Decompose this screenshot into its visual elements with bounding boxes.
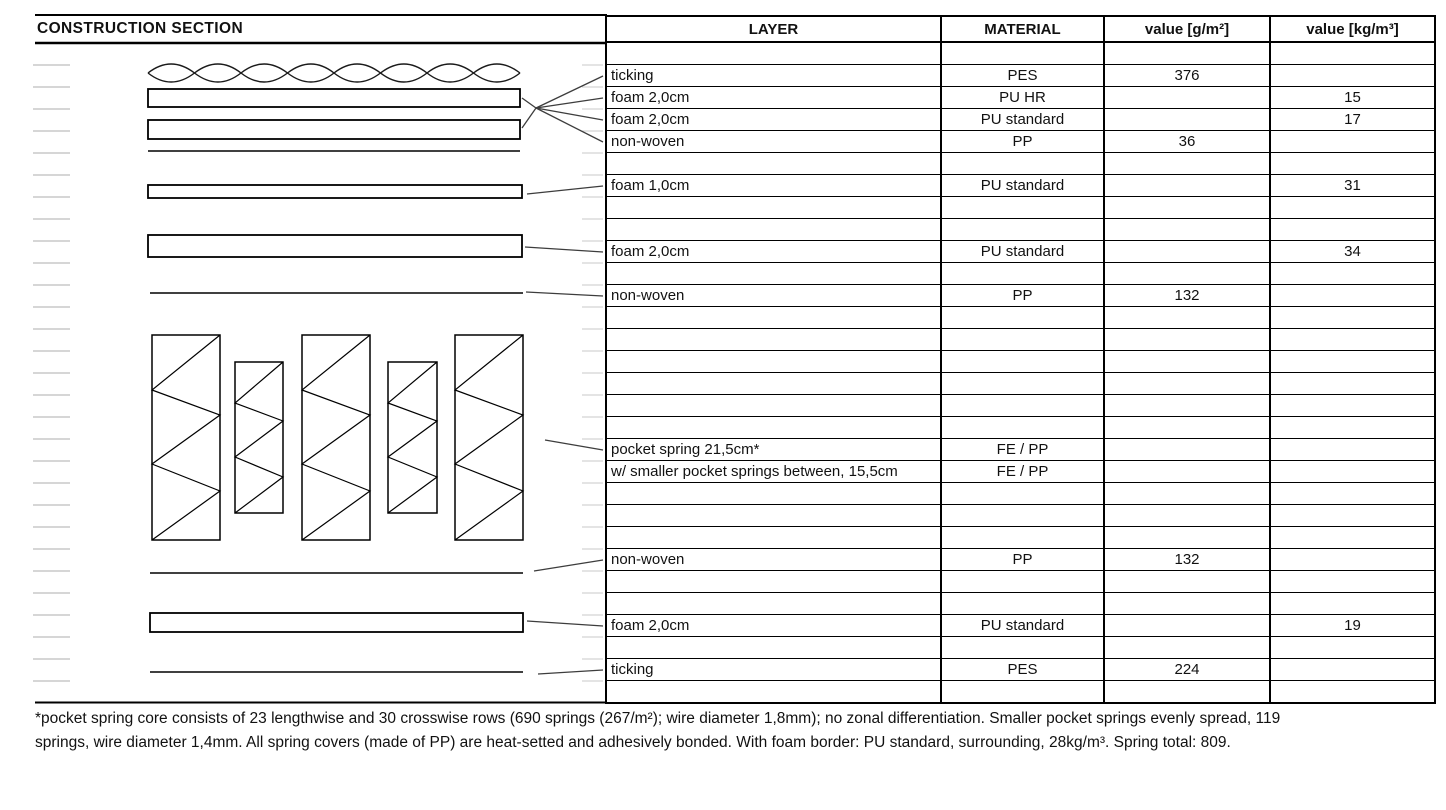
cell-material [941,505,1104,527]
cell-value-gm2 [1104,637,1270,659]
cell-value-gm2 [1104,395,1270,417]
cell-layer [606,351,941,373]
cell-layer: non-woven [606,285,941,307]
cell-value-gm2 [1104,263,1270,285]
cell-material: PP [941,285,1104,307]
table-row [606,593,1435,615]
cell-value-gm2 [1104,439,1270,461]
table-row [606,351,1435,373]
cell-value-kgm3: 31 [1270,175,1435,197]
cell-material [941,219,1104,241]
cell-value-kgm3 [1270,373,1435,395]
cell-value-kgm3 [1270,637,1435,659]
cell-value-gm2 [1104,241,1270,263]
cell-value-gm2 [1104,351,1270,373]
cell-material [941,395,1104,417]
table-row [606,241,1435,263]
cell-material [941,42,1104,65]
cell-value-kgm3 [1270,483,1435,505]
table-row [606,285,1435,307]
cell-value-kgm3 [1270,593,1435,615]
cell-layer [606,571,941,593]
table-row [606,175,1435,197]
cell-value-gm2 [1104,87,1270,109]
cell-material: PES [941,659,1104,681]
cell-value-kgm3 [1270,659,1435,681]
cell-layer: pocket spring 21,5cm* [606,439,941,461]
table-row [606,527,1435,549]
pocket-spring-small-2 [388,362,437,513]
cell-material [941,527,1104,549]
cell-material [941,307,1104,329]
cell-material: PP [941,549,1104,571]
pocket-spring-large-2 [302,335,370,540]
cell-material: PU standard [941,241,1104,263]
cell-value-kgm3 [1270,395,1435,417]
table-row [606,681,1435,704]
table-row [606,571,1435,593]
cell-value-gm2 [1104,681,1270,704]
leader-foam-1-0 [527,186,603,194]
cell-layer: foam 2,0cm [606,109,941,131]
cell-value-kgm3 [1270,351,1435,373]
cell-layer [606,219,941,241]
cell-value-gm2: 132 [1104,549,1270,571]
leader-foam-bottom [527,621,603,626]
cell-value-gm2 [1104,197,1270,219]
cell-layer [606,637,941,659]
table-row [606,439,1435,461]
cell-value-gm2 [1104,461,1270,483]
cell-value-gm2: 132 [1104,285,1270,307]
cell-layer [606,395,941,417]
cell-layer: w/ smaller pocket springs between, 15,5cm [606,461,941,483]
cell-value-gm2 [1104,571,1270,593]
cell-layer [606,373,941,395]
cell-material [941,263,1104,285]
cell-layer: ticking [606,65,941,87]
cell-layer [606,329,941,351]
cell-value-kgm3 [1270,549,1435,571]
cell-layer: non-woven [606,549,941,571]
cell-layer [606,505,941,527]
cell-value-kgm3 [1270,681,1435,704]
table-row [606,87,1435,109]
foam-layer-rect-1 [148,89,520,107]
table-row [606,42,1435,65]
cell-layer [606,417,941,439]
cell-value-kgm3 [1270,329,1435,351]
cell-material [941,681,1104,704]
cell-layer: foam 2,0cm [606,87,941,109]
cell-value-gm2: 224 [1104,659,1270,681]
table-row [606,549,1435,571]
pocket-spring-large-1 [152,335,220,540]
leader-non-woven-3 [534,560,603,571]
cell-value-gm2 [1104,109,1270,131]
cell-value-gm2: 36 [1104,131,1270,153]
cell-value-kgm3: 15 [1270,87,1435,109]
col-header-value-kgm3: value [kg/m³] [1270,16,1435,42]
footnote-line-2: springs, wire diameter 1,4mm. All spring covers (made of PP) are heat-setted and adhesively bonded. With foam border: PU standard, surrounding, 28kg/m³. Spring total: 809. [35,733,1231,751]
footnote-line-1: *pocket spring core consists of 23 lengthwise and 30 crosswise rows (690 springs (267/m²); wire diameter 1,8mm); no zonal differentiation. Smaller pocket springs evenly spread, 119 [35,710,1281,727]
cell-material: PU standard [941,175,1104,197]
pocket-spring-core [152,335,523,540]
cell-value-gm2 [1104,329,1270,351]
table-row [606,263,1435,285]
table-row [606,307,1435,329]
cell-value-gm2 [1104,527,1270,549]
cell-material [941,351,1104,373]
cell-value-kgm3 [1270,439,1435,461]
table-row [606,197,1435,219]
col-header-value-gm2: value [g/m²] [1104,16,1270,42]
page-title: CONSTRUCTION SECTION [37,20,244,37]
cell-material: PES [941,65,1104,87]
cell-value-kgm3 [1270,417,1435,439]
cell-layer [606,153,941,175]
table-row [606,219,1435,241]
cell-value-kgm3 [1270,505,1435,527]
table-header-row [606,16,1435,42]
cell-material [941,637,1104,659]
cell-value-gm2 [1104,483,1270,505]
cell-layer [606,681,941,704]
cell-material [941,571,1104,593]
cell-material [941,417,1104,439]
cell-layer [606,483,941,505]
cell-value-gm2 [1104,593,1270,615]
foam-layer-rect-2 [148,120,520,139]
table-row [606,417,1435,439]
cell-value-kgm3 [1270,42,1435,65]
leader-foam-top-2 [536,108,603,120]
cell-value-kgm3 [1270,131,1435,153]
cell-value-gm2 [1104,417,1270,439]
cell-value-kgm3 [1270,285,1435,307]
table-row [606,329,1435,351]
cell-value-kgm3 [1270,307,1435,329]
leader-ticking-top [536,76,603,108]
cell-value-gm2 [1104,307,1270,329]
cell-material [941,329,1104,351]
cell-layer [606,593,941,615]
table-row [606,615,1435,637]
cell-layer [606,307,941,329]
cell-value-gm2 [1104,615,1270,637]
cell-material: FE / PP [941,461,1104,483]
leader-lines [522,76,603,674]
cell-value-kgm3 [1270,153,1435,175]
foam-layer-rect-4 [148,235,522,257]
cell-value-kgm3 [1270,461,1435,483]
table-row [606,109,1435,131]
table-row [606,153,1435,175]
cell-material: PP [941,131,1104,153]
cell-material [941,153,1104,175]
leader-foam-2-0 [525,247,603,252]
cell-layer: foam 2,0cm [606,615,941,637]
leader-stub-1 [522,98,536,108]
cell-material [941,373,1104,395]
leader-foam-top-1 [536,98,603,108]
cell-material [941,593,1104,615]
leader-stub-2 [522,108,536,128]
table-row [606,373,1435,395]
col-header-material: MATERIAL [941,16,1104,42]
col-header-layer: LAYER [606,16,941,42]
cell-material: PU HR [941,87,1104,109]
pocket-spring-small-1 [235,362,283,513]
ticking-wave-icon [148,64,520,82]
leader-non-woven-2 [526,292,603,296]
table-row [606,637,1435,659]
cell-value-gm2 [1104,42,1270,65]
table-row [606,131,1435,153]
cell-layer: foam 2,0cm [606,241,941,263]
cell-value-kgm3: 19 [1270,615,1435,637]
pocket-spring-large-3 [455,335,523,540]
cell-value-gm2 [1104,373,1270,395]
spec-table [605,15,1436,704]
cell-value-gm2 [1104,505,1270,527]
cell-value-kgm3 [1270,263,1435,285]
table-row [606,461,1435,483]
cell-value-gm2 [1104,153,1270,175]
cell-value-kgm3 [1270,65,1435,87]
leader-pocket-spring [545,440,603,450]
cell-material: PU standard [941,109,1104,131]
cell-layer [606,263,941,285]
foam-layer-rect-3 [148,185,522,198]
table-row [606,483,1435,505]
cell-layer: ticking [606,659,941,681]
cell-value-gm2: 376 [1104,65,1270,87]
cell-layer: non-woven [606,131,941,153]
cell-value-gm2 [1104,175,1270,197]
leader-ticking-bottom [538,670,603,674]
cell-value-kgm3 [1270,527,1435,549]
footnote [35,707,1433,754]
table-row [606,65,1435,87]
cell-material: FE / PP [941,439,1104,461]
cell-value-kgm3 [1270,571,1435,593]
foam-layer-rect-5 [150,613,523,632]
cell-material [941,483,1104,505]
cell-value-kgm3 [1270,219,1435,241]
cell-material [941,197,1104,219]
leader-non-woven-1 [536,108,603,142]
table-row [606,505,1435,527]
cell-layer [606,42,941,65]
cell-layer: foam 1,0cm [606,175,941,197]
cell-value-kgm3: 34 [1270,241,1435,263]
row-gridline-dashes-right [582,65,603,681]
table-row [606,395,1435,417]
row-gridline-dashes-left [33,65,70,681]
cell-value-gm2 [1104,219,1270,241]
cell-value-kgm3 [1270,197,1435,219]
cell-layer [606,197,941,219]
cell-material: PU standard [941,615,1104,637]
cell-value-kgm3: 17 [1270,109,1435,131]
cell-layer [606,527,941,549]
table-row [606,659,1435,681]
